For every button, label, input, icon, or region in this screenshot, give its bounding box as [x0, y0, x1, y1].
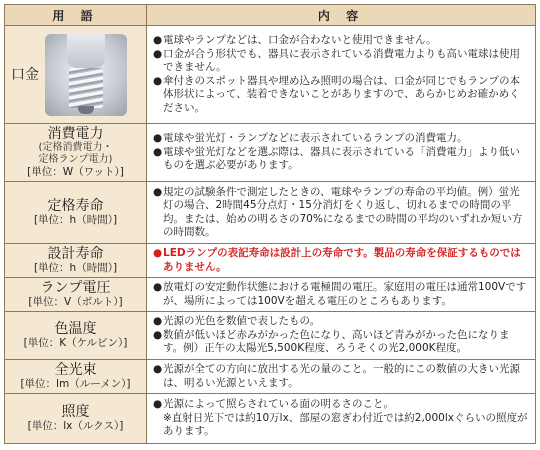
term-name: 定格寿命	[47, 198, 104, 214]
term-unit: [単位：V（ボルト）]	[28, 296, 123, 308]
glossary-table	[4, 4, 536, 444]
bullet-text: 数値が低いほど赤みがかった色になり、高いほど青みがかった色になります。例）正午の太陽光5,500K程度、ろうそくの光2,000K程度。	[163, 328, 510, 355]
term-sub: (定格消費電力・	[38, 142, 113, 153]
row-teikaku-jumyo	[5, 181, 535, 243]
bullet-text: 光源の光色を数値で表したもの。	[163, 315, 321, 328]
term-name: 全光束	[54, 362, 97, 378]
desc-cell: ●規定の試験条件で測定したときの、電球やランプの寿命の平均値。例）蛍光灯の場合、2時間45分点灯・15分消灯をくり返し、切れるまでの時間の平均。または、始めの明るさの70%になるまでの時間の平均のいずれか短い方の時間数。	[153, 185, 523, 238]
row-lamp-voltage	[5, 277, 535, 311]
row-sekkei-jumyo	[5, 243, 535, 277]
desc-cell: ●光源の光色を数値で表したもの。 ●数値が低いほど赤みがかった色になり、高いほど青みがかった色になります。例）正午の太陽光5,500K程度、ろうそくの光2,000K程度。	[153, 315, 510, 355]
term-cell	[5, 278, 147, 311]
term-unit: [単位：h（時間）]	[33, 214, 118, 226]
bullet-text: 傘付きのスポット器具や埋め込み照明の場合は、口金が同じでもランプの本体形状によって、装着できないことがありますので、あらかじめお確かめください。	[163, 74, 520, 114]
desc-cell: ●放電灯の安定動作状態における電極間の電圧。家庭用の電圧は通常100Vですが、場所によっては100Vを超える電圧のところもあります。	[153, 281, 527, 307]
term-name: 照度	[61, 404, 90, 420]
header-content: 内 容	[147, 5, 535, 25]
term-cell	[5, 124, 147, 181]
bullet-text: 光源によって照らされている面の明るさのこと。	[163, 398, 394, 411]
term-unit: [単位：W（ワット）]	[27, 166, 124, 178]
term-name: 消費電力	[47, 126, 104, 142]
bullet-text: 電球や蛍光灯・ランプなどに表示されているランプの消費電力。	[163, 132, 468, 145]
term-name: 設計寿命	[47, 246, 104, 262]
bullet-text: 規定の試験条件で測定したときの、電球やランプの寿命の平均値。例）蛍光灯の場合、2時間45分点灯・15分消灯をくり返し、切れるまでの時間の平均。または、始めの明るさの70%になるまでの時間の平均のいずれか短い方の時間数。	[163, 185, 523, 238]
bullet-text: 電球や蛍光灯などを選ぶ際は、器具に表示されている「消費電力」より低いものを選ぶ必要があります。	[163, 145, 520, 172]
term-unit: [単位：h（時間）]	[33, 262, 118, 274]
row-luminous-flux	[5, 359, 535, 393]
bullet-text: 光源が全ての方向に放出する光の量のこと。一般的にこの数値の大きい光源は、明るい光源といえます。	[163, 363, 520, 389]
term-name: 色温度	[54, 321, 97, 337]
term-cell	[5, 312, 147, 359]
desc-cell: ●光源によって照らされている面の明るさのこと。 ※直射日光下では約10万lx、部屋の窓ぎわ付近では約2,000lxぐらいの照度があります。	[153, 398, 528, 438]
header-term: 用 語	[5, 5, 147, 25]
note-text: ※直射日光下では約10万lx、部屋の窓ぎわ付近では約2,000lxぐらいの照度があります。	[163, 411, 528, 438]
term-cell	[5, 26, 147, 123]
term-unit: [単位：lx（ルクス）]	[27, 420, 124, 432]
bulb-base-image	[45, 34, 127, 116]
table-header	[5, 5, 535, 25]
term-cell	[5, 182, 147, 243]
warning-text: LEDランプの表記寿命は設計上の寿命です。製品の寿命を保証するものではありません。	[163, 247, 521, 273]
term-cell	[5, 244, 147, 277]
bullet-text: 電球やランプなどは、口金が合わないと使用できません。	[163, 34, 437, 46]
bullet-text: 口金が合う形状でも、器具に表示されている消費電力よりも高い電球は使用できません。	[163, 47, 520, 73]
term-unit: [単位：lm（ルーメン）]	[20, 378, 131, 390]
bullet-text: 放電灯の安定動作状態における電極間の電圧。家庭用の電圧は通常100Vですが、場所によっては100Vを超える電圧のところもあります。	[163, 281, 527, 307]
term-name: ランプ電圧	[40, 280, 111, 296]
term-name: 口金	[11, 66, 39, 83]
desc-cell: ●電球やランプなどは、口金が合わないと使用できません。 ●口金が合う形状でも、器具に表示されている消費電力よりも高い電球は使用できません。 ●傘付きのスポット器具や埋め込み照明の場合は、口金が同じでもランプの本体形状によって、装着できないことがありますので、あらかじめお確かめください。	[153, 34, 520, 114]
row-kuchigane	[5, 25, 535, 123]
row-shohi-denryoku	[5, 123, 535, 181]
term-cell	[5, 394, 147, 443]
term-unit: [単位：K（ケルビン）]	[23, 337, 128, 349]
desc-cell: ●電球や蛍光灯・ランプなどに表示されているランプの消費電力。 ●電球や蛍光灯などを選ぶ際は、器具に表示されている「消費電力」より低いものを選ぶ必要があります。	[153, 132, 520, 172]
row-illuminance	[5, 393, 535, 443]
desc-cell: ●光源が全ての方向に放出する光の量のこと。一般的にこの数値の大きい光源は、明るい光源といえます。	[153, 363, 520, 389]
desc-cell: ●LEDランプの表記寿命は設計上の寿命です。製品の寿命を保証するものではありません。	[153, 247, 521, 273]
term-sub: 定格ランプ電力)	[38, 154, 113, 165]
term-cell	[5, 360, 147, 393]
row-color-temperature	[5, 311, 535, 359]
